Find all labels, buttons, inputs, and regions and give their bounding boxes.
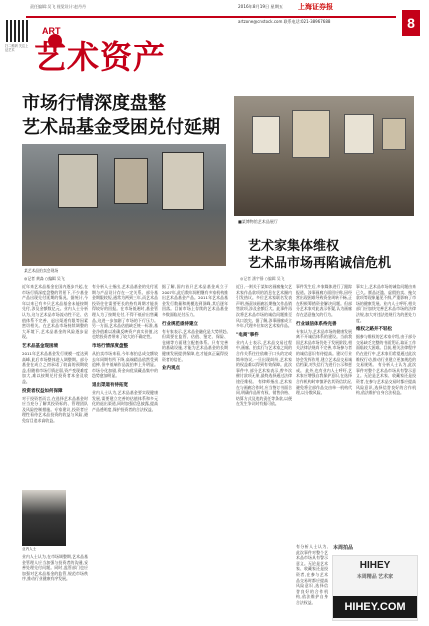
article2-headline-line2: 艺术品市场再陷诚信危机 [248,256,392,271]
article2-column-1: 近日,一则关于某知名画廊拖欠艺术家作品款项的消息在艺术圈内引发热议。多位艺术家联名发表声明,指责该画廊长期拖欠作品销售款项,涉及金额巨大。此事件再次将艺术品市场的诚信问题推至风口浪尖。据了解,涉事画廊成立多年,代理多位知名艺术家作品。 "电商"事件 业内人士表示,艺术品交易过程中,画廊、拍卖行与艺术家之间的合作关系往往依赖于口头约定或简单协议,一旦出现纠纷,艺术家的权益难以得到有效保障。此次事件中,部分艺术家表示,曾多次催讨款项无果,最终选择通过法律途径维权。 有律师指出,艺术家在与画廊合作时,应当签订书面合同,明确作品所有权、销售价格、结算方式及违约责任等条款,以便在发生争议时有据可依。 [236,284,292,407]
qr-caption: 扫二维码 关注上证艺术 [5,44,29,52]
article2-photo [234,96,414,216]
article2-byline: ◎记者 潘宇静 ○编辑 吴飞 [240,276,285,281]
article1-column-1: 近年来艺术品基金在国内逐步兴起,在市场行情深度盘整的背景下,不少基金产品出现兑付延期的情况。据统计,今年以来已有多只艺术品基金未能按期兑付,涉及金额数亿元。业内人士分析认为,这与艺术品市场流动性不足、估值体系不完善、退出渠道有限等因素密切相关。在艺术品市场持续调整的大环境下,艺术品基金的风险逐步显现。 艺术品基金现困境 2011年艺术品基金发行规模一度达到高峰,此后市场整体进入调整期。部分基金在成立之初承诺了较高的预期收益,但随着市场行情走弱,资产变现难度加大,难以按期兑付投资者本金及收益。 投资者权益如何保障 对于投资者而言,在选择艺术品基金时应当充分了解其投资标的、管理团队及风险控制措施。专家建议,投资者应理性看待艺术品投资的收益与风险,避免盲目追求高收益。 [22,284,88,423]
article1-portrait [22,490,66,546]
article1-photo [22,144,226,266]
article1-headline[interactable] [22,92,220,140]
newspaper-name: 上海证券报 [298,2,333,11]
article1-photo-caption: 某艺术品拍卖会现场 [24,268,59,273]
article1-column-1-continued: 业内人士认为,在市场调整期,艺术品基金管理人应当加强与投资者的沟通,妥善处理兑付问题。同时,监管部门也应加强对艺术品基金的监管,规范市场秩序,推动行业健康有序发展。 [22,554,88,582]
article1-byline: ◎记者 黄淼 ○编辑 吴飞 [24,276,65,281]
article1-headline-line2: 艺术品基金受困兑付延期 [22,117,220,138]
header-rule [26,16,396,18]
ad-headline: 本周拍品 [333,545,354,551]
article2-column-2-continued: 有分析人士认为,此次事件对整个艺术品市场具有警示意义。无论是艺术家、收藏家还是投资者,在参与艺术品交易时都应提高风险意识,选择信誉良好的合作机构,依法维护自身合法权益。 [296,544,328,605]
article2-column-3: 事实上,艺术品市场的诚信问题由来已久。赝品泛滥、虚假拍卖、拖欠款项等现象屡见不鲜,严重影响了市场的健康发展。业内人士呼吁,相关部门应加快完善艺术品市场的法律法规,加大对违法违规行为的惩处力度。 维权之路并不轻松 据参与维权的艺术家介绍,由于部分交易缺乏完整的书面凭证,取证工作面临较大困难。目前,相关法律程序仍在进行中,艺术家们希望通过此次维权行动,推动行业建立更加规范的交易规则。 有分析人士认为,此次事件对整个艺术品市场具有警示意义。无论是艺术家、收藏家还是投资者,在参与艺术品交易时都应提高风险意识,选择信誉良好的合作机构,依法维护自身合法权益。 [356,284,416,396]
ad-brand: HIHEY 本周精品 艺术家 [356,560,394,580]
article1-column-2: 有分析人士指出,艺术品基金的兑付延期与产品设计存在一定关系。部分基金期限较短,通常为两到三年,而艺术品投资往往需要更长的持有周期才能获得较好的回报。在市场低迷时,基金管理人为了按期兑付,不得不低价出售藏品,这进一步加剧了市场的下行压力。另一方面,艺术品估值缺乏统一标准,基金净值难以准确反映资产真实价值,这也给投资者带来了较大的不确定性。 市场行情深度盘整 从拍卖市场来看,今年春拍总成交额较去年同期有所下降,高端精品依然受到追捧,但中低端作品流拍率上升明显。市场分化加剧,资金向优质藏品集中的趋势愈加明显。 退出渠道有待拓宽 业内人士认为,艺术品基金要实现健康发展,需要建立完善的估值体系和多元化的退出渠道,同时加强信息披露,提高产品透明度,保护投资者的合法权益。 [92,284,158,412]
hihey-advertisement[interactable] [332,555,418,621]
article2-headline-line1: 艺术家集体维权 [248,239,340,254]
section-title: 艺术资产 [34,38,167,76]
issue-date: 2016年8月19日 星期五 [238,4,284,9]
page-number: 8 [402,10,420,36]
article1-portrait-caption: 业内人士 [22,547,37,551]
section-label: ART [42,26,61,36]
article1-headline-line1: 市场行情深度盘整 [22,93,166,114]
article2-headline[interactable] [248,238,391,272]
article1-column-3: 据了解,国内首只艺术品基金成立于2007年,此后数年间相继有多家机构推出艺术品基金产品。2011年艺术品基金发行数量和规模达到顶峰,其后逐年回落。目前市场上存续的艺术品基金多数面临兑付压力。 行业规范亟待建立 有专家表示,艺术品金融化是大势所趋,但需要在监管、估值、鉴定、保险、仓储等方面建立配套体系。只有完善的基础设施,才能为艺术品基金的长期健康发展提供保障,也才能真正赢得投资者的信任。 业内观点 [162,284,228,372]
qr-code-icon[interactable] [6,20,28,42]
ad-url[interactable]: HIHEY.COM [333,596,417,618]
article2-photo-caption: ■某博物馆艺术品展厅 [238,219,278,224]
article2-column-2: 事件发生后,多家媒体进行了跟踪报道。涉事画廊方面回应称,因经营出现困难导致资金周转不畅,正在积极筹措资金解决问题。但部分艺术家对此表示怀疑,认为画廊存在恶意拖欠的行为。 行业诚信体系待完善 专家认为,艺术品市场的健康发展离不开诚信体系的建设。当前我国艺术品市场仍处于发展阶段,相关法律法规尚不完善,市场参与者的诚信意识有待提高。建议行业协会发挥作用,建立艺术品交易诚信档案,对失信行为进行公示和惩戒。 此外,也有业内人士呼吁,艺术家应增强自我保护意识,在选择合作机构时审慎评估其资信状况,避免将全部作品交由单一机构代理,以分散风险。 [296,284,352,396]
contact-info: artzone@cnstock.com 联系电话:021-38967688 [238,19,331,24]
editor-credit: 责任编辑:吴飞 视觉设计:赵丹丹 [30,4,86,9]
